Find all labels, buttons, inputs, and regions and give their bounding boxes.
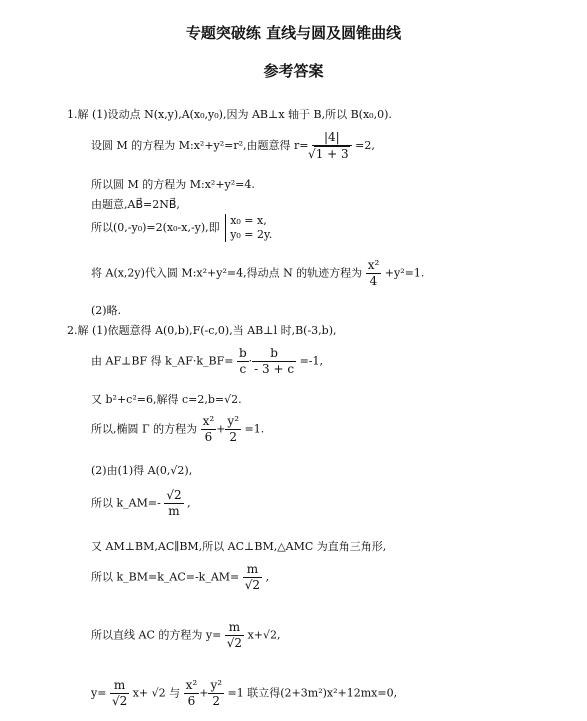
q1-line-5-text: 所以(0,-y₀)=2(x₀-x,-y),即 [91,221,220,234]
kam-numerator: √2 [166,488,182,502]
q2-line-5: (2)由(1)得 A(0,√2), [91,464,193,477]
q2-line-2-text: 由 AF⊥BF 得 k_AF·k_BF= [91,354,234,368]
q2-line-1: 2.解 (1)依题意得 A(0,b),F(-c,0),当 AB⊥l 时,B(-3,b), [67,324,337,337]
joint-y-denominator: 2 [212,694,221,708]
q1-line-2-end: =2, [355,139,375,152]
q1-line-2 [91,130,375,162]
q2-line-8-end: , [265,570,270,584]
locus-fraction [366,258,382,289]
slope-fraction-2 [252,346,296,377]
q2-line-10-b: x+ [132,686,149,700]
ellipse-x-fraction [201,414,217,445]
joint-x-numerator: x² [185,678,198,692]
radius-numerator: |4| [312,130,352,146]
equation-system [225,214,272,242]
locus-denominator: 4 [369,274,378,288]
slope-1-numerator: b [238,346,247,360]
kam-fraction [164,488,183,519]
q2-line-6 [91,488,191,519]
kbm-numerator: m [243,562,262,578]
ellipse-y-denominator: 2 [229,430,238,444]
page-subtitle: 参考答案 [263,62,324,80]
slope-fraction-1 [237,346,249,377]
joint-x-denominator: 6 [187,694,196,708]
q2-line-2-end: =-1, [299,354,324,368]
slope-2-denominator: - 3 + c [254,362,295,376]
q1-line-7: (2)略. [91,304,122,317]
q2-line-10: y= $\frac{m}{√2}$ x+ √2 与 $\frac{\text{x²}}{6}$ + $\frac{\text{y²}}{2}$ =1 联立得(2+3m²)x²+12mx=0, [91,678,398,708]
ellipse-y-fraction [225,414,241,445]
locus-numerator: x² [367,258,380,272]
kbm-fraction [243,562,262,593]
radius-denominator-sqrt: √ 1 + 3 [314,146,350,162]
system-eq-2: y₀ = 2y. [230,228,273,241]
kam-denominator: m [168,504,180,518]
q2-line-10-a: y= [91,686,107,700]
slope-1-denominator: c [239,362,247,376]
ellipse-x-denominator: 6 [204,430,213,444]
q2-line-10-end: =1 联立得(2+3m²)x²+12mx=0, [227,686,398,700]
radius-fraction [312,130,352,162]
q1-line-1: 1.解 (1)设动点 N(x,y),A(x₀,y₀),因为 AB⊥x 轴于 B,所以 B(x₀,0). [67,108,392,121]
q2-line-4-end: =1. [244,422,265,436]
q2-line-7: 又 AM⊥BM,AC∥BM,所以 AC⊥BM,△AMC 为直角三角形, [91,540,387,553]
ellipse-y-numerator: y² [227,414,240,428]
q1-line-6-text: 将 A(x,2y)代入圆 M:x²+y²=4,得动点 N 的轨迹方程为 [91,266,363,280]
q2-line-9-end: x+√2, [247,628,281,642]
system-eq-1: x₀ = x, [230,214,267,227]
ac-slope-denominator: √2 [226,636,243,650]
line-slope-denominator: √2 [111,694,128,708]
q2-line-9-text: 所以直线 AC 的方程为 y= [91,628,222,642]
q2-line-8 [91,562,269,593]
q2-line-3: 又 b²+c²=6,解得 c=2,b=√2. [91,393,242,406]
joint-y-fraction [208,678,224,709]
q2-line-2: 由 AF⊥BF 得 k_AF·k_BF= $\frac{b}{c}$ · $\frac{b}{- 3 + c}$ =-1, [91,346,324,376]
q2-line-6-end: , [187,496,191,510]
page-title: 专题突破练 直线与圆及圆锥曲线 [185,24,402,42]
ellipse-x-numerator: x² [202,414,215,428]
radius-denominator [312,146,352,162]
q1-line-4: 由题意,AB⃗=2NB⃗, [91,198,180,211]
ac-slope-fraction [225,620,244,651]
q2-line-6-text: 所以 k_AM=- [91,496,161,510]
q1-line-5 [91,213,272,243]
joint-y-numerator: y² [210,678,223,692]
joint-x-fraction [184,678,200,709]
q2-line-10-c: √2 与 [151,686,181,700]
q1-line-3: 所以圆 M 的方程为 M:x²+y²=4. [91,178,255,191]
q2-line-9 [91,620,281,651]
q2-line-4-text: 所以,椭圆 Γ 的方程为 [91,422,198,436]
q1-line-6 [91,258,424,289]
line-slope-numerator: m [110,678,129,694]
slope-2-numerator: b [252,346,296,362]
q1-line-2-text: 设圆 M 的方程为 M:x²+y²=r²,由题意得 r= [91,139,309,152]
ac-slope-numerator: m [225,620,244,636]
line-slope-fraction [110,678,129,709]
q2-line-8-text: 所以 k_BM=k_AC=-k_AM= [91,570,240,584]
kbm-denominator: √2 [244,578,261,592]
q2-line-4: 所以,椭圆 Γ 的方程为 $\frac{\text{x²}}{6}$ + $\frac{\text{y²}}{2}$ =1. [91,414,265,444]
q1-line-6-end: +y²=1. [384,266,425,280]
